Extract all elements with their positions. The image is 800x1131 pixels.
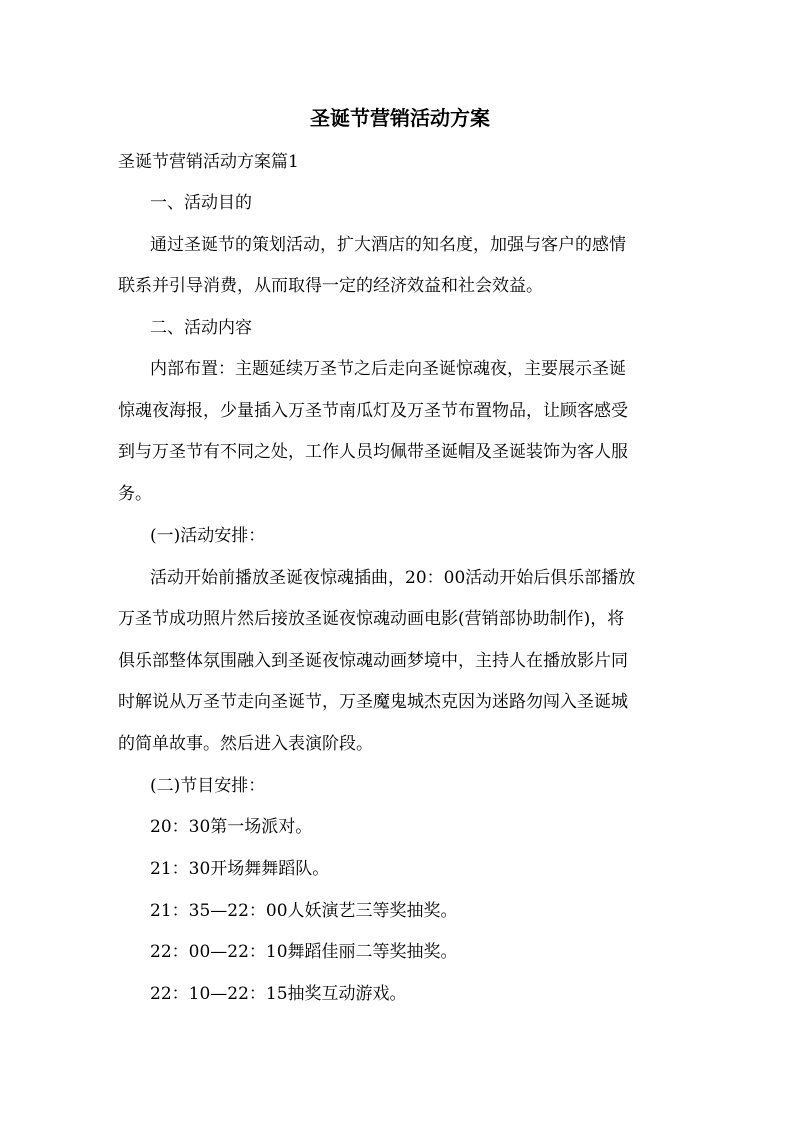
paragraph-line: 惊魂夜海报，少量插入万圣节南瓜灯及万圣节布置物品，让顾客感受 xyxy=(118,401,628,421)
paragraph-line: 通过圣诞节的策划活动，扩大酒店的知名度，加强与客户的感情 xyxy=(150,235,626,255)
paragraph-line: 万圣节成功照片然后接放圣诞夜惊魂动画电影(营销部协助制作)，将 xyxy=(118,609,625,629)
subsection-heading-activity: (一)活动安排： xyxy=(150,526,266,546)
paragraph-line: 到与万圣节有不同之处，工作人员均佩带圣诞帽及圣诞装饰为客人服 xyxy=(118,442,628,462)
schedule-item: 22：00—22：10舞蹈佳丽二等奖抽奖。 xyxy=(150,942,458,962)
subsection-heading-program: (二)节目安排： xyxy=(150,776,266,796)
paragraph-line: 内部布置：主题延续万圣节之后走向圣诞惊魂夜，主要展示圣诞 xyxy=(150,359,626,379)
section-heading-content: 二、活动内容 xyxy=(150,318,252,338)
schedule-item: 21：35—22：00人妖演艺三等奖抽奖。 xyxy=(150,901,458,921)
paragraph-line: 俱乐部整体氛围融入到圣诞夜惊魂动画梦境中，主持人在播放影片同 xyxy=(118,651,628,671)
document-title: 圣诞节营销活动方案 xyxy=(310,106,490,130)
paragraph-line: 联系并引导消费，从而取得一定的经济效益和社会效益。 xyxy=(118,276,543,296)
paragraph-line: 的简单故事。然后进入表演阶段。 xyxy=(118,734,373,754)
paragraph-line: 时解说从万圣节走向圣诞节，万圣魔鬼城杰克因为迷路勿闯入圣诞城 xyxy=(118,692,628,712)
document-subtitle: 圣诞节营销活动方案篇1 xyxy=(118,152,299,172)
schedule-item: 22：10—22：15抽奖互动游戏。 xyxy=(150,984,407,1004)
paragraph-line: 务。 xyxy=(118,484,152,504)
schedule-item: 20：30第一场派对。 xyxy=(150,817,313,837)
paragraph-line: 活动开始前播放圣诞夜惊魂插曲，20：00活动开始后俱乐部播放 xyxy=(150,568,636,588)
section-heading-purpose: 一、活动目的 xyxy=(150,193,252,213)
schedule-item: 21：30开场舞舞蹈队。 xyxy=(150,859,330,879)
